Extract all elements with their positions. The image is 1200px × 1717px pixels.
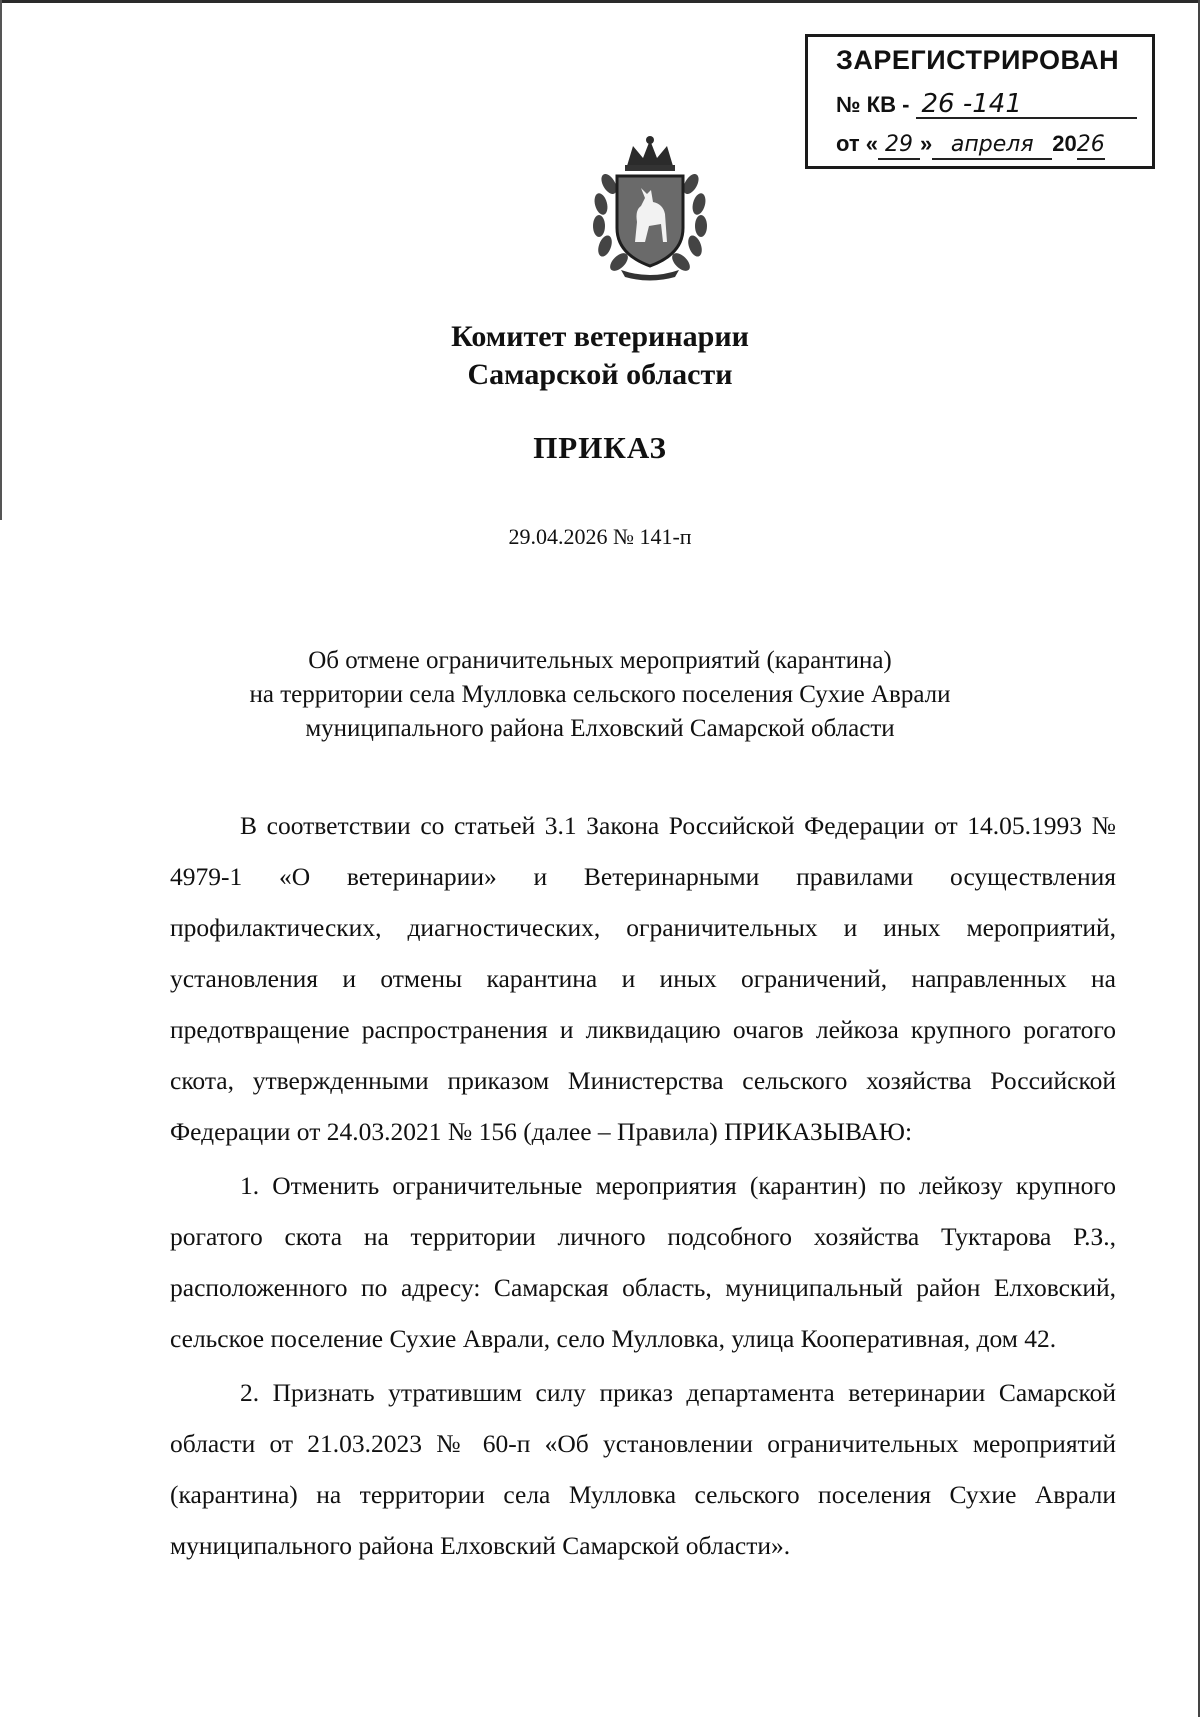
stamp-title: ЗАРЕГИСТРИРОВАН (836, 45, 1120, 75)
stamp-year-printed: 20 (1052, 131, 1077, 156)
subject-line3: муниципального района Елховский Самарской области (305, 715, 895, 742)
stamp-number-prefix: № КВ - (836, 92, 910, 117)
stamp-date-quote: » (920, 131, 933, 156)
stamp-year-handwritten: 26 (1077, 132, 1105, 160)
body-item-1: 1. Отменить ограничительные мероприятия (карантин) по лейкозу крупного рогатого скота на территории личного подсобного хозяйства Туктарова Р.З., расположенного по адресу: Самарская область, муниципальный район Елховский, сельское поселение Сухие Аврали, село Мулловка, улица Кооперативная, дом 42. (170, 1171, 1116, 1353)
stamp-number-row (836, 91, 1137, 119)
document-subject (0, 644, 1200, 746)
body-preamble: В соответствии со статьей 3.1 Закона Российской Федерации от 14.05.1993 № 4979-1 «О ветеринарии» и Ветеринарными правилами осуществления профилактических, диагностических, ограничительных и иных мероприятий, установления и отмены карантина и иных ограничений, направленных на предотвращение распространения и ликвидацию очагов лейкоза крупного рогатого скота, утвержденными приказом Министерства сельского хозяйства Российской Федерации от 24.03.2021 № 156 (далее – Правила) ПРИКАЗЫВАЮ: (170, 811, 1116, 1146)
document-type: ПРИКАЗ (533, 430, 667, 465)
stamp-date-row (836, 131, 1105, 160)
organization-name-line1: Комитет ветеринарии (451, 320, 749, 353)
stamp-date-prefix: от « (836, 131, 879, 156)
stamp-number-handwritten: 26 -141 (916, 91, 1137, 119)
document-body (170, 800, 1116, 1571)
samara-region-coat-of-arms-icon (575, 132, 725, 282)
subject-line1: Об отмене ограничительных мероприятий (карантина) (308, 647, 892, 674)
scan-edge-top (0, 0, 1200, 3)
document-date-number: 29.04.2026 № 141-п (508, 524, 692, 549)
organization-name-line2: Самарской области (467, 358, 733, 391)
body-item-2: 2. Признать утратившим силу приказ департамента ветеринарии Самарской области от 21.03.2023 № 60-п «Об установлении ограничительных мероприятий (карантина) на территории села Мулловка сельского поселения Сухие Аврали муниципального района Елховский Самарской области». (170, 1378, 1116, 1560)
stamp-month-handwritten: апреля (932, 132, 1052, 160)
organization-name (0, 318, 1200, 394)
subject-line2: на территории села Мулловка сельского поселения Сухие Аврали (249, 681, 951, 708)
registration-stamp (805, 34, 1155, 169)
stamp-day-handwritten: 29 (878, 132, 920, 160)
